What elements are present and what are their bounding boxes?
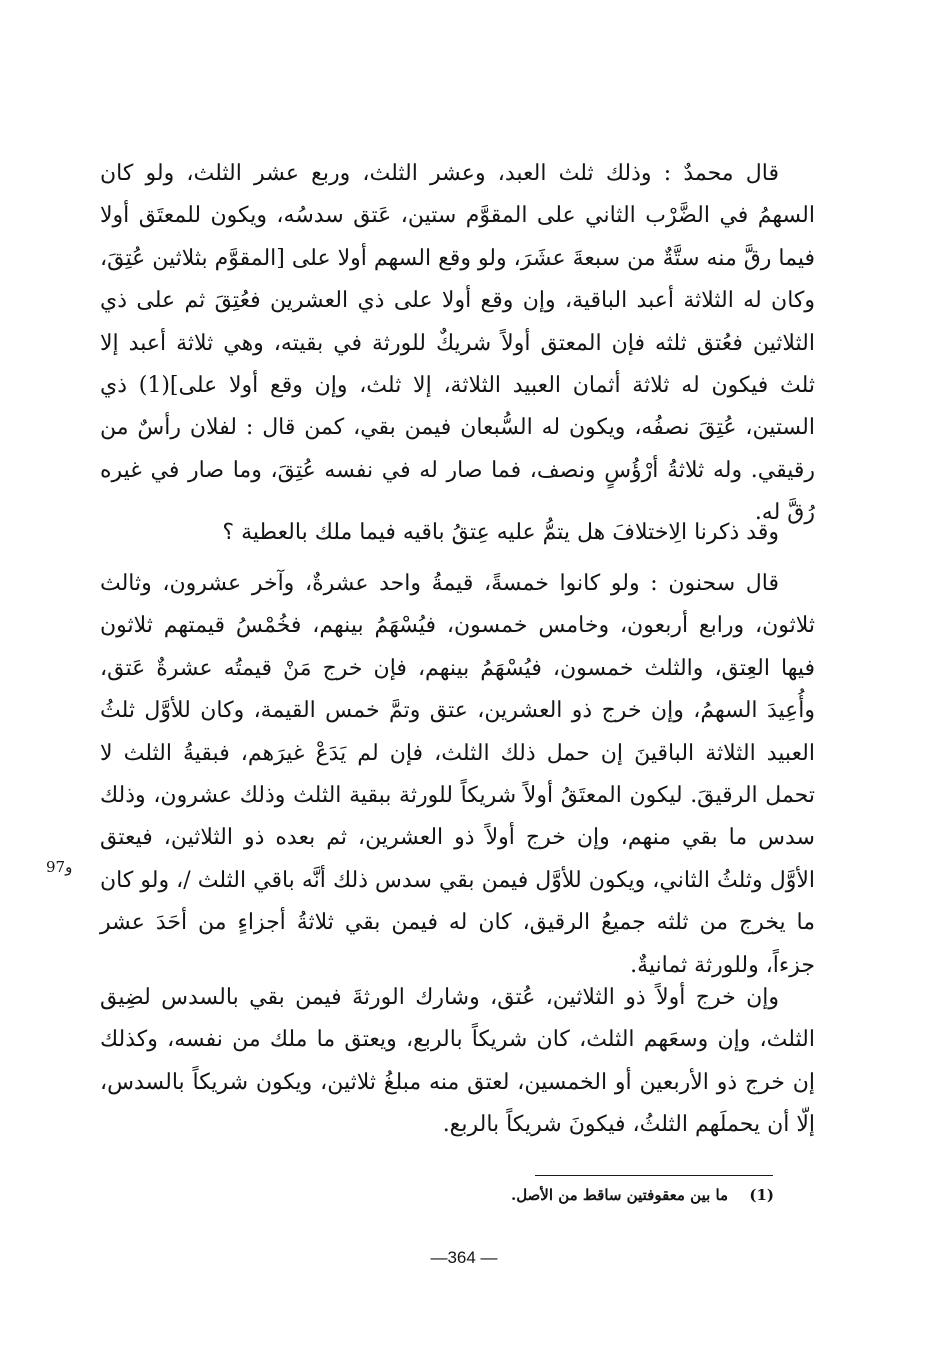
paragraph-2: وقد ذكرنا الِاختلافَ هل يتمُّ عليه عِتقُ باقيه فيما ملك بالعطية ؟ [222, 520, 779, 545]
paragraph-4: وإن خرج أولاً ذو الثلاثين، عُتق، وشارك الورثةَ فيمن بقي بالسدس لضِيق الثلث، وإن وسعَهم الثلث، كان شريكاً بالربع، ويعتق ما ملك من نفسه، وكذلك إن خرج ذو الأربعين أو الخمسين، لعتق منه مبلغُ ثلاثين، ويكون شريكاً بالسدس، إلّا أن يحملَهم الثلثُ، فيكونَ شريكاً بالربع. [100, 985, 815, 1138]
footnote-separator [535, 1175, 773, 1176]
footnote [511, 1183, 774, 1207]
paragraph-3: قال سحنون : ولو كانوا خمسةً، قيمةُ واحد عشرةٌ، وآخر عشرون، وثالث ثلاثون، ورابع أربعون، وخامس خمسون، فيُسْهَمُ بينهم، فخُمْسُ قيمتهم ثلاثون فيها العِتق، والثلث خمسون، فيُسْهَمُ بينهم، فإن خرج مَنْ قيمتُه عشرةٌ عَتق، وأُعِيدَ السهمُ، وإن خرج ذو العشرين، عتق وتمَّ خمس القيمة، وكان للأوَّل ثلثُ العبيد الثلاثة الباقينَ إن حمل ذلك الثلث، فإن لم يَدَعْ غيرَهم، فبقيةُ الثلث لا تحمل الرقيقَ. ليكون المعتَقُ أولاً شريكاً للورثة ببقية الثلث وذلك عشرون، وذلك سدس ما بقي منهم، وإن خرج أولاً ذو العشرين، ثم بعده ذو الثلاثين، فيعتق الأوَّل وثلثُ الثاني، ويكون للأوَّل فيمن بقي سدس ذلك أنَّه باقي الثلث /، ولو كان ما يخرج من ثلثه جميعُ الرقيق، كان له فيمن بقي ثلاثةُ أجزاءٍ من أحَدَ عشر جزءاً، وللورثة ثمانيةٌ. [100, 571, 815, 978]
manuscript-folio-note: 97و [46, 858, 73, 876]
page-number: —364 — [430, 1248, 498, 1267]
footnote-text: ما بين معقوفتين ساقط من الأصل. [510, 1186, 729, 1204]
footnote-number: (1) [749, 1186, 774, 1204]
paragraph-1: قال محمدٌ : وذلك ثلث العبد، وعشر الثلث، وربع عشر الثلث، ولو كان السهمُ في الضَّرْب الثاني على المقوَّم ستين، عَتق سدسُه، ويكون للمعتَق أولا فيما رقَّ منه ستَّةٌ من سبعةَ عشَرَ، ولو وقع السهم أولا على [المقوَّم بثلاثين عُتِقَ، وكان له الثلاثة أعبد الباقية، وإن وقع أولا على ذي العشرين فعُتِقَ ثم على ذي الثلاثين فعُتق ثلثه فإن المعتق أولاً شريكٌ للورثة في بقيته، وهي ثلاثة أعبد إلا ثلث فيكون له ثلاثة أثمان العبيد الثلاثة، إلا ثلث، وإن وقع أولا على](1) ذي الستين، عُتِقَ نصفُه، ويكون له السُّبعان فيمن بقي، كمن قال : لفلان رأسٌ من رقيقي. وله ثلاثةُ أرْؤُسٍ ونصف، فما صار له في نفسه عُتِقَ، وما صار في غيره رُقَّ له. [100, 161, 816, 526]
